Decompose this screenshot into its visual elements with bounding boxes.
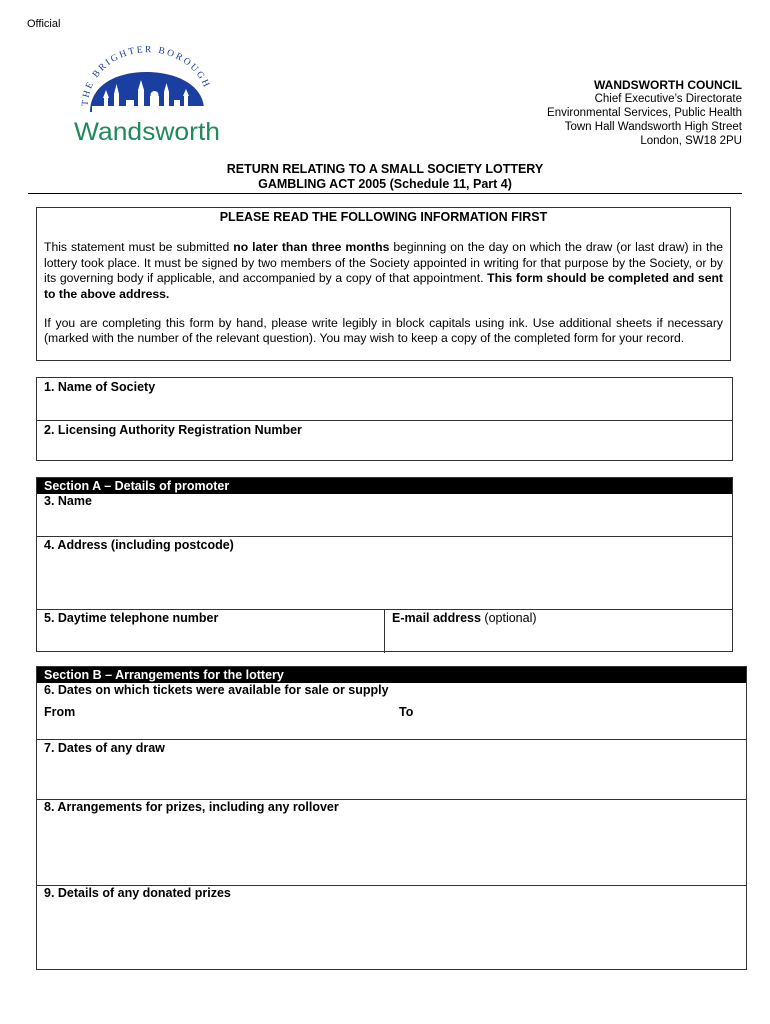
info-emphasis: This form should be completed and sent to the above address. [44,271,723,301]
email-label-text: E-mail address [392,611,481,625]
info-text: beginning on the day on which the draw (or last draw) in the lottery took place. It must be signed by two members of the Society appointed in writing for that purpose by the Society, or by its governing body if applicable, and accompanied by a copy of that appointment. [44,240,723,286]
telephone-label: 5. Daytime telephone number [44,611,219,625]
contact-row [37,609,732,653]
donated-prizes-label: 9. Details of any donated prizes [44,886,231,900]
info-emphasis: no later than three months [233,240,390,255]
draw-dates-field[interactable] [37,739,746,799]
address-line-2: Environmental Services, Public Health [547,107,742,119]
promoter-address-field[interactable] [37,536,732,609]
info-heading: PLEASE READ THE FOLLOWING INFORMATION FIRST [219,210,548,224]
ticket-dates-label: 6. Dates on which tickets were available for sale or supply [44,683,389,697]
address-line-4: London, SW18 2PU [640,135,742,147]
wandsworth-logo [70,46,224,146]
classification-label: Official [27,18,61,30]
info-paragraph-2: If you are completing this form by hand, please write legibly in block capitals using ink. Use additional sheets if necessary (marked with the number of the relevant question). You may wish to keep a copy of the completed form for your record. [44,316,723,346]
form-title [0,162,770,192]
email-label [392,611,537,625]
council-address [547,78,742,148]
registration-number-label: 2. Licensing Authority Registration Number [44,423,302,437]
promoter-name-label: 3. Name [44,494,92,508]
telephone-field[interactable] [37,610,384,654]
society-name-label: 1. Name of Society [44,380,156,394]
draw-dates-label: 7. Dates of any draw [44,741,165,755]
promoter-address-label: 4. Address (including postcode) [44,538,234,552]
form-title-line-1: RETURN RELATING TO A SMALL SOCIETY LOTTERY [226,162,544,176]
promoter-name-field[interactable] [37,494,732,536]
society-name-field[interactable] [37,378,732,420]
logo-wordmark: Wandsworth [74,118,220,146]
ticket-dates-field [37,683,746,739]
email-optional-note: (optional) [480,611,537,625]
info-paragraph-1 [44,240,723,302]
title-divider [28,193,742,194]
info-text: This statement must be submitted [44,240,234,255]
section-b-box [36,666,747,970]
donated-prizes-field[interactable] [37,885,746,971]
prize-arrangements-label: 8. Arrangements for prizes, including any rollover [44,800,339,814]
society-details-box [36,377,733,461]
section-b-header: Section B – Arrangements for the lottery [37,667,746,683]
from-date-label[interactable]: From [44,705,76,719]
information-box [36,207,731,361]
logo-arc-text: THE BRIGHTER BOROUGH [80,46,212,107]
form-title-line-2: GAMBLING ACT 2005 (Schedule 11, Part 4) [258,177,512,191]
address-line-1: Chief Executive’s Directorate [594,93,742,105]
address-line-3: Town Hall Wandsworth High Street [564,121,742,133]
section-a-header: Section A – Details of promoter [37,478,732,494]
section-a-box [36,477,733,652]
registration-number-field[interactable] [37,420,732,462]
council-name: WANDSWORTH COUNCIL [594,78,742,92]
email-field[interactable] [385,610,732,654]
to-date-label[interactable]: To [399,705,414,719]
prize-arrangements-field[interactable] [37,799,746,885]
